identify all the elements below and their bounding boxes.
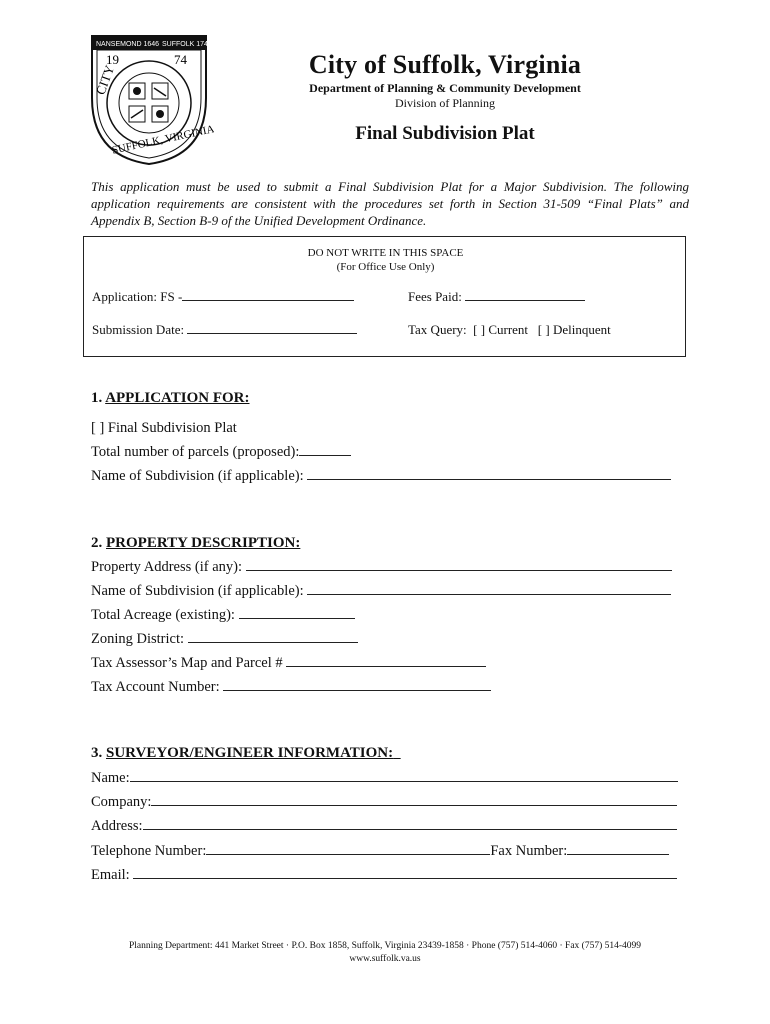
office-use-heading: DO NOT WRITE IN THIS SPACE (307, 247, 464, 259)
intro-paragraph: This application must be used to submit a Final Subdivision Plat for a Major Subdivision. The following application requirements are consistent with the procedures set forth in Section 31-509 “Final Plats” and Appendix B, Section B-9 of the Unified Development Ordinance. (91, 179, 689, 228)
fees-paid-field[interactable] (408, 289, 585, 305)
map-parcel-field[interactable] (91, 655, 486, 672)
form-title: Final Subdivision Plat (355, 123, 535, 144)
zoning-district-line[interactable] (188, 631, 358, 643)
property-address-line[interactable] (246, 559, 672, 571)
seal-year-right: 74 (174, 52, 187, 67)
map-parcel-line[interactable] (286, 655, 486, 667)
page-title: City of Suffolk, Virginia (308, 50, 582, 79)
tax-query-label: Tax Query: (408, 322, 467, 337)
tax-query-current-checkbox[interactable]: [ ] Current (473, 322, 529, 337)
submission-date-field[interactable] (92, 322, 357, 338)
section-3-heading (91, 745, 401, 762)
section-1-subdivision-name-field[interactable] (91, 468, 671, 485)
seal-city-text: CITY (92, 63, 118, 97)
surveyor-fax-label: Fax Number: (490, 843, 568, 859)
surveyor-email-line[interactable] (133, 867, 677, 879)
surveyor-email-label: Email: (91, 867, 130, 883)
surveyor-company-line[interactable] (151, 794, 677, 806)
surveyor-address-field[interactable] (91, 818, 677, 835)
tax-query-field (408, 322, 611, 338)
submission-date-label: Submission Date: (92, 322, 185, 337)
section-1-subdivision-name-label: Name of Subdivision (if applicable): (91, 468, 304, 484)
tax-account-label: Tax Account Number: (91, 679, 220, 695)
map-parcel-label: Tax Assessor’s Map and Parcel # (91, 655, 283, 671)
total-acreage-label: Total Acreage (existing): (91, 607, 235, 623)
surveyor-telephone-line[interactable] (206, 843, 490, 855)
surveyor-name-label: Name: (91, 770, 130, 786)
surveyor-email-field[interactable] (91, 867, 677, 884)
seal-ring-text: SUFFOLK, VIRGINIA (110, 123, 214, 157)
property-address-field[interactable] (91, 559, 672, 576)
section-3-number: 3. (91, 745, 103, 761)
application-number-line[interactable] (182, 289, 354, 301)
section-2-title: PROPERTY DESCRIPTION: (106, 535, 301, 551)
section-2-subdivision-name-field[interactable] (91, 583, 671, 600)
office-use-subheading: (For Office Use Only) (336, 261, 435, 273)
total-parcels-label: Total number of parcels (proposed): (91, 444, 300, 460)
section-2-number: 2. (91, 535, 103, 551)
footer-website-link[interactable]: www.suffolk.va.us (349, 954, 421, 964)
total-parcels-line[interactable] (299, 444, 351, 456)
office-use-box (83, 236, 686, 357)
final-subdivision-plat-checkbox[interactable]: [ ] Final Subdivision Plat (91, 420, 237, 436)
surveyor-company-label: Company: (91, 794, 152, 810)
city-seal (84, 28, 214, 168)
surveyor-telephone-label: Telephone Number: (91, 843, 207, 859)
surveyor-name-line[interactable] (130, 770, 678, 782)
fees-paid-label: Fees Paid: (408, 289, 462, 304)
tax-query-delinquent-checkbox[interactable]: [ ] Delinquent (537, 322, 611, 337)
zoning-district-label: Zoning District: (91, 631, 185, 647)
section-2-subdivision-name-label: Name of Subdivision (if applicable): (91, 583, 304, 599)
tax-account-line[interactable] (223, 679, 491, 691)
section-3-title: SURVEYOR/ENGINEER INFORMATION: (106, 745, 394, 761)
fees-paid-line[interactable] (465, 289, 585, 301)
section-2-heading (91, 535, 300, 552)
application-number-field[interactable] (92, 289, 354, 305)
tax-account-field[interactable] (91, 679, 491, 696)
section-2-subdivision-name-line[interactable] (307, 583, 671, 595)
submission-date-line[interactable] (187, 322, 357, 334)
section-1-subdivision-name-line[interactable] (307, 468, 671, 480)
division-name: Division of Planning (394, 96, 495, 110)
section-1-heading (91, 390, 250, 407)
surveyor-name-field[interactable] (91, 770, 678, 787)
department-name: Department of Planning & Community Development (309, 81, 581, 95)
section-1-number: 1. (91, 390, 103, 406)
total-acreage-line[interactable] (239, 607, 355, 619)
seal-top-left-text: NANSEMOND 1646 (96, 41, 160, 48)
surveyor-address-line[interactable] (143, 818, 677, 830)
total-parcels-field[interactable] (91, 444, 351, 461)
property-address-label: Property Address (if any): (91, 559, 243, 575)
footer-contact: Planning Department: 441 Market Street · P.O. Box 1858, Suffolk, Virginia 23439-1858 · Phone (757) 514-4060 · Fax (757) 514-4099 (128, 941, 642, 951)
zoning-district-field[interactable] (91, 631, 358, 648)
surveyor-company-field[interactable] (91, 794, 677, 811)
application-number-label: Application: FS - (92, 289, 183, 304)
surveyor-address-label: Address: (91, 818, 143, 834)
surveyor-telephone-field[interactable] (91, 843, 669, 860)
seal-top-right-text: SUFFOLK 1742 (162, 41, 212, 48)
total-acreage-field[interactable] (91, 607, 355, 624)
seal-year-left: 19 (106, 52, 119, 67)
surveyor-fax-line[interactable] (567, 843, 669, 855)
section-1-title: APPLICATION FOR: (105, 390, 250, 406)
